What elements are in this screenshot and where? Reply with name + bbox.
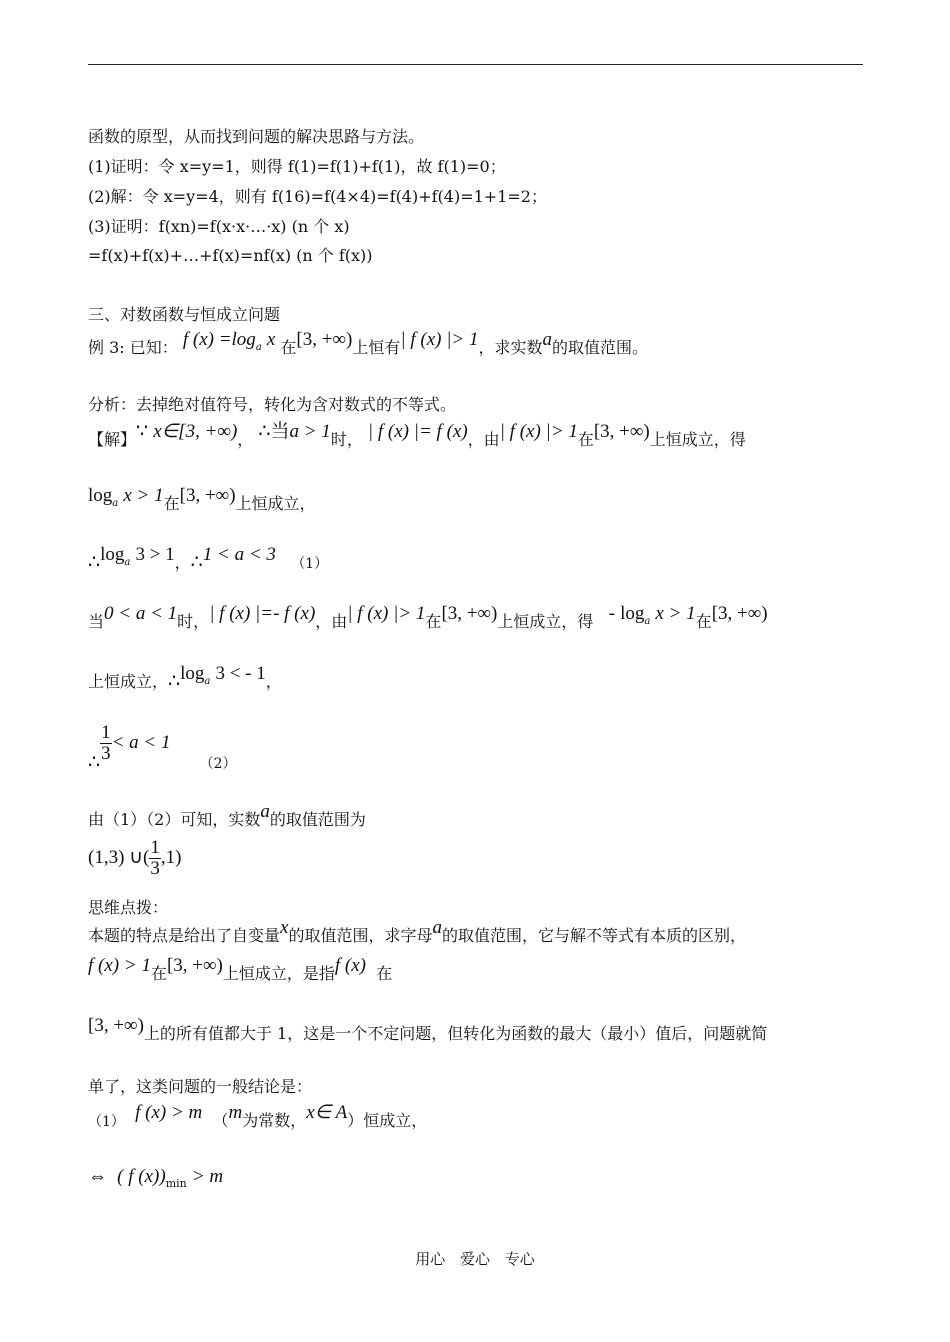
fx-gt-m: f (x) > m	[135, 1102, 203, 1123]
fraction-one-third	[149, 838, 161, 879]
conclusion-text: 由（1）（2）可知，实数	[88, 810, 261, 829]
var-a: a	[432, 917, 442, 938]
text-on-always: 上恒成立，	[235, 494, 316, 513]
solution-line-1	[88, 421, 746, 450]
solution-label: 【解】	[88, 430, 137, 449]
abs-equal: | f (x) |= f (x)	[367, 421, 468, 442]
log-x-gt-1: x > 1	[123, 485, 164, 506]
result-left: (1,3) ∪(	[88, 847, 150, 868]
example-3-line	[88, 329, 649, 361]
fraction-numerator: 1	[101, 722, 111, 743]
log-base: a	[204, 676, 211, 687]
therefore-symbol: ∴	[88, 752, 101, 773]
abs-gt-1: | f (x) |> 1	[347, 603, 426, 624]
range-1: 1 < a < 3	[202, 544, 276, 565]
range-0-a-1: 0 < a < 1	[104, 603, 178, 624]
minus-sign: -	[608, 603, 615, 624]
because-symbol: ∵	[136, 421, 149, 442]
case-1-label: （1）	[88, 1114, 125, 1130]
text-const: 为常数，	[242, 1111, 307, 1130]
comma: ，	[174, 553, 191, 572]
text-line-5: =f(x)+f(x)+…+f(x)=nf(x) (n 个 f(x))	[88, 246, 373, 265]
text-end: 的取值范围。	[552, 338, 649, 357]
log-base: a	[255, 342, 262, 353]
var-x: x	[266, 329, 276, 350]
interval: [3, +∞)	[711, 603, 768, 624]
example-prefix: 例 3: 已知：	[88, 338, 178, 357]
fraction-numerator: 1	[150, 837, 160, 858]
text-zai: 在	[695, 612, 712, 631]
text-zai: 在	[376, 964, 393, 983]
interval: [3, +∞)	[441, 603, 498, 624]
log-text: log	[88, 485, 113, 506]
insight-text-4: 上的所有值都大于 1，这是一个不定问题，但转化为函数的最大（最小）值后，问题就简	[143, 1024, 768, 1043]
comma: ，	[265, 672, 282, 691]
fx-gt-1: f (x) > 1	[88, 955, 151, 976]
text-shi: 时，	[330, 430, 363, 449]
insight-text-2: 的取值范围，求字母	[288, 926, 433, 945]
text-line-4: (3)证明：f(xn)=f(x·x·…·x) (n 个 x)	[88, 217, 350, 236]
solution-line-3	[88, 544, 329, 576]
insight-text-1: 本题的特点是给出了自变量	[88, 926, 281, 945]
abs-equal-neg: | f (x) |=- f (x)	[209, 603, 316, 624]
text-zai: 在	[150, 964, 167, 983]
fraction-one-third	[100, 723, 112, 764]
conclusion-line	[88, 801, 366, 830]
text-you: ，由	[467, 430, 500, 449]
conclusion-end: 的取值范围为	[269, 810, 366, 829]
text-line-3: (2)解：令 x=y=4，则有 f(16)=f(4×4)=f(4)+f(4)=1+1=2；	[88, 187, 547, 206]
text-when: 当	[88, 612, 105, 631]
interval: [3, +∞)	[593, 421, 650, 442]
fraction-denominator: 3	[150, 858, 160, 879]
interval: [3, +∞)	[88, 1015, 144, 1036]
tag-2: （2）	[199, 756, 237, 772]
abs-gt-1: | f (x) |> 1	[499, 421, 578, 442]
range-2: < a < 1	[111, 732, 171, 753]
comma: ，	[237, 430, 254, 449]
paren-open: （	[212, 1111, 229, 1130]
insight-line-2	[88, 955, 393, 984]
insight-line-3	[88, 1015, 768, 1044]
a-gt-1: a > 1	[289, 421, 331, 442]
fx: f (x)	[334, 955, 367, 976]
log3-lt-neg1: 3 < - 1	[215, 663, 266, 684]
function-def: f (x) =log	[182, 329, 256, 350]
insight-line-1	[88, 917, 746, 946]
fraction-denominator: 3	[101, 743, 111, 764]
solution-line-4	[88, 603, 768, 635]
page-footer: 用心 爱心 专心	[415, 1250, 535, 1268]
text-line-1: 函数的原型，从而找到问题的解决思路与方法。	[88, 127, 425, 146]
tag-1: （1）	[291, 556, 329, 572]
text-shi: 时，	[177, 612, 210, 631]
min-subscript: min	[165, 1177, 187, 1190]
text-zai: 在	[425, 612, 442, 631]
therefore-when: ∴当	[258, 421, 290, 442]
section-heading: 三、对数函数与恒成立问题	[88, 305, 281, 324]
solution-line-5	[88, 663, 282, 695]
header-rule	[88, 64, 863, 65]
solution-line-6	[88, 722, 237, 773]
text-line-2: (1)证明：令 x=y=1，则得 f(1)=f(1)+f(1)，故 f(1)=0；	[88, 157, 506, 176]
insight-text-3: 的取值范围，它与解不等式有本质的区别，	[441, 926, 746, 945]
log-base: a	[644, 616, 651, 627]
interval: [3, +∞)	[166, 955, 223, 976]
iff-symbol: ⇔	[88, 1166, 107, 1187]
therefore-symbol: ∴	[88, 552, 101, 573]
therefore-symbol: ∴	[190, 552, 203, 573]
x-in-A: x∈ A	[306, 1102, 348, 1123]
text-on-always: 上恒成立，	[88, 672, 169, 691]
rule-equivalence	[88, 1167, 223, 1189]
solution-line-2	[88, 485, 316, 517]
text-zai: 在	[163, 494, 180, 513]
text-on-always: 上恒成立，得	[497, 612, 594, 631]
text-tail: ，求实数	[478, 338, 543, 357]
insight-heading: 思维点拨：	[88, 898, 169, 917]
therefore-symbol: ∴	[168, 671, 181, 692]
log-text: log	[100, 544, 125, 565]
interval: [3, +∞)	[296, 329, 353, 350]
text-zai: 在	[577, 430, 594, 449]
log-base: a	[112, 498, 119, 509]
text-you: ，由	[315, 612, 348, 631]
log3-gt-1: 3 > 1	[135, 544, 175, 565]
log-text: log	[180, 663, 205, 684]
rule-case-1	[88, 1102, 428, 1132]
log-base: a	[124, 557, 131, 568]
var-m: m	[228, 1102, 243, 1123]
abs-condition: | f (x) |> 1	[400, 329, 479, 350]
text-shang-hcl: 上恒成立，是指	[222, 964, 335, 983]
result-line	[88, 838, 181, 879]
text-on-always: 上恒成立，得	[649, 430, 746, 449]
text-zai: 在	[280, 338, 297, 357]
insight-line-4: 单了，这类问题的一般结论是：	[88, 1077, 313, 1096]
var-x: x	[280, 917, 289, 938]
text-hcl: ）恒成立，	[347, 1111, 428, 1130]
x-domain: x∈[3, +∞)	[153, 421, 238, 442]
min-gt-m: > m	[191, 1166, 224, 1187]
analysis-line: 分析：去掉绝对值符号，转化为含对数式的不等式。	[88, 395, 457, 414]
log-text: log	[620, 603, 645, 624]
log-x-gt-1: x > 1	[655, 603, 696, 624]
var-a: a	[260, 801, 270, 822]
interval: [3, +∞)	[179, 485, 236, 506]
text-always: 上恒有	[352, 338, 401, 357]
result-right: ,1)	[160, 847, 182, 868]
var-a: a	[542, 329, 553, 350]
min-expression: ( f (x))	[117, 1166, 166, 1187]
